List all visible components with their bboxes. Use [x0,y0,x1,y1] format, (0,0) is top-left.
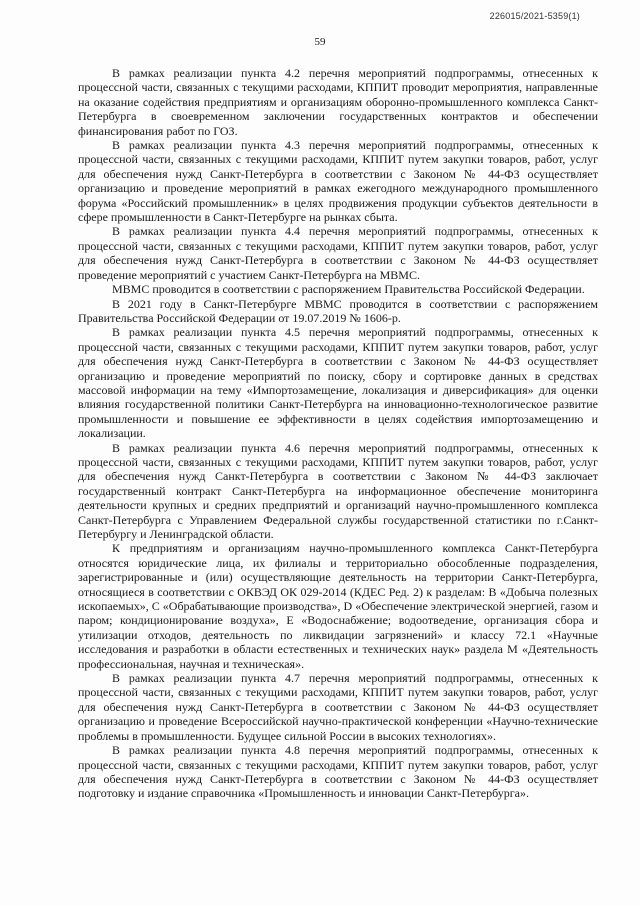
paragraph-item-4-3: В рамках реализации пункта 4.3 перечня мероприятий подпрограммы, отнесенных к процессной части, связанных с текущими расходами, КППИТ путем закупки товаров, работ, услуг для обеспечения нужд Санкт-Петербурга в соответствии с Законом № 44-ФЗ осуществляет организацию и проведение мероприятий в рамках ежегодного международного промышленного форума «Российский промышленник» в целях продвижения продукции субъектов деятельности в сфере промышленности в Санкт-Петербурге на рынках сбыта. [78,138,598,225]
paragraph-mvms-2021: В 2021 году в Санкт-Петербурге МВМС проводится в соответствии с распоряжением Правительства Российской Федерации от 19.07.2019 № 1606-р. [78,296,598,325]
paragraph-npk-definition: К предприятиям и организациям научно-промышленного комплекса Санкт-Петербурга относятся юридические лица, их филиалы и территориально обособленные подразделения, зарегистрированные и (или) осуществляющие деятельность на территории Санкт-Петербурга, относящиеся в соответствии с ОКВЭД ОК 029-2014 (КДЕС Ред. 2) к разделам: В «Добыча полезных ископаемых», С «Обрабатывающие производства», D «Обеспечение электрической энергией, газом и паром; кондиционирование воздуха», Е «Водоснабжение; водоотведение, организация сбора и утилизации отходов, деятельность по ликвидации загрязнений» и классу 72.1 «Научные исследования и разработки в области естественных и технических наук» раздела М «Деятельность профессиональная, научная и техническая». [78,541,598,671]
document-body [78,66,598,801]
paragraph-mvms-basis: МВМС проводится в соответствии с распоряжением Правительства Российской Федерации. [112,282,585,297]
page-number: 59 [314,36,326,48]
paragraph-item-4-7: В рамках реализации пункта 4.7 перечня мероприятий подпрограммы, отнесенных к процессной части, связанных с текущими расходами, КППИТ путем закупки товаров, работ, услуг для обеспечения нужд Санкт-Петербурга в соответствии с Законом № 44-ФЗ осуществляет организацию и проведение Всероссийской научно-практической конференции «Научно-технические проблемы в промышленности. Будущее сильной России в высоких технологиях». [78,671,598,743]
paragraph-item-4-6: В рамках реализации пункта 4.6 перечня мероприятий подпрограммы, отнесенных к процессной части, связанных с текущими расходами, КППИТ путем закупки товаров, работ, услуг для обеспечения нужд Санкт-Петербурга в соответствии с Законом № 44-ФЗ заключает государственный контракт Санкт-Петербурга на информационное обеспечение мониторинга деятельности крупных и средних предприятий и организаций научно-промышленного комплекса Санкт-Петербурга с Управлением Федеральной службы государственной статистики по г.Санкт-Петербургу и Ленинградской области. [78,440,598,541]
paragraph-item-4-8: В рамках реализации пункта 4.8 перечня мероприятий подпрограммы, отнесенных к процессной части, связанных с текущими расходами, КППИТ путем закупки товаров, работ, услуг для обеспечения нужд Санкт-Петербурга в соответствии с Законом № 44-ФЗ осуществляет подготовку и издание справочника «Промышленность и инновации Санкт-Петербурга». [78,743,598,801]
paragraph-item-4-4: В рамках реализации пункта 4.4 перечня мероприятий подпрограммы, отнесенных к процессной части, связанных с текущими расходами, КППИТ путем закупки товаров, работ, услуг для обеспечения нужд Санкт-Петербурга в соответствии с Законом № 44-ФЗ осуществляет проведение мероприятий с участием Санкт-Петербурга на МВМС. [78,224,598,282]
paragraph-item-4-2: В рамках реализации пункта 4.2 перечня мероприятий подпрограммы, отнесенных к процессной части, связанных с текущими расходами, КППИТ проводит мероприятия, направленные на оказание содействия предприятиям и организациям оборонно-промышленного комплекса Санкт-Петербурга в своевременном заключении государственных контрактов и обеспечении финансирования работ по ГОЗ. [78,66,598,138]
paragraph-item-4-5: В рамках реализации пункта 4.5 перечня мероприятий подпрограммы, отнесенных к процессной части, связанных с текущими расходами, КППИТ путем закупки товаров, работ, услуг для обеспечения нужд Санкт-Петербурга в соответствии с Законом № 44-ФЗ осуществляет организацию и проведение мероприятий по поиску, сбору и сортировке данных в средствах массовой информации на тему «Импортозамещение, локализация и диверсификация» для оценки влияния государственной политики Санкт-Петербурга на инновационно-технологическое развитие промышленности и повышение ее эффективности в целях содействия импортозамещению и локализации. [78,325,598,441]
document-registration-number: 226015/2021-5359(1) [489,11,580,21]
